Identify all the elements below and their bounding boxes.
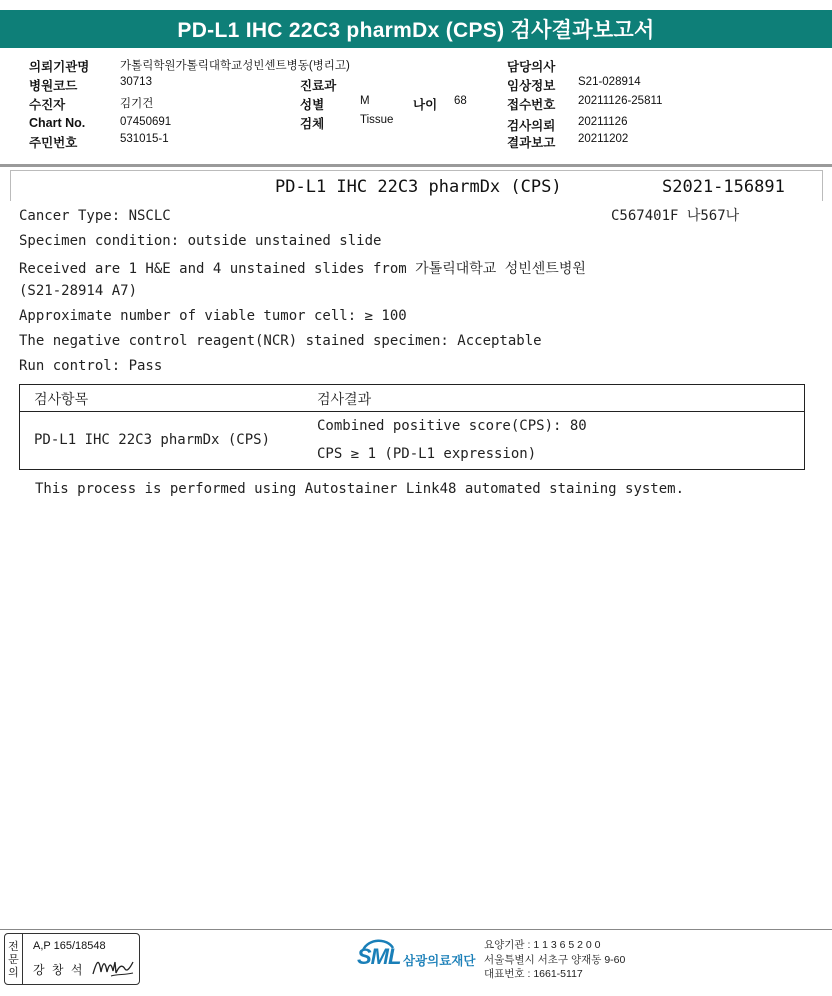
report-title: PD-L1 IHC 22C3 pharmDx (CPS) 검사결과보고서 <box>0 10 832 48</box>
patient-value: 김기건 <box>120 98 154 110</box>
result-table <box>19 384 805 470</box>
org-name: 삼광의료재단 <box>403 954 476 968</box>
id-value: 531015-1 <box>120 133 169 145</box>
signature-icon <box>91 954 135 980</box>
table-cell-item: PD-L1 IHC 22C3 pharmDx (CPS) <box>34 432 271 448</box>
institution-value: 가톨릭학원가톨릭대학교성빈센트병동(병리고) <box>120 60 350 72</box>
table-header-divider <box>20 411 804 412</box>
report-line: Approximate number of viable tumor cell: ≥ 100 <box>19 308 407 324</box>
stamp-side-char: 전 <box>8 939 19 953</box>
sml-logo-text: SML <box>357 944 401 969</box>
age-label: 나이 <box>413 98 438 112</box>
age-value: 68 <box>454 95 467 107</box>
stamp-side-label <box>5 934 23 984</box>
id-label: 주민번호 <box>29 136 78 150</box>
table-cell-result-1: Combined positive score(CPS): 80 <box>317 418 587 434</box>
report-number: S2021-156891 <box>662 177 785 197</box>
table-header-result: 검사결과 <box>317 392 372 408</box>
specimen-label: 검체 <box>300 117 325 131</box>
sex-value: M <box>360 95 370 107</box>
sample-code: C567401F 나567나 <box>611 208 740 224</box>
receipt-value: 20211126-25811 <box>578 95 663 107</box>
request-label: 검사의뢰 <box>507 119 556 133</box>
institution-label: 의뢰기관명 <box>29 60 90 74</box>
stamp-side-char: 의 <box>8 965 19 979</box>
org-code: 요양기관 : 1 1 3 6 5 2 0 0 <box>484 939 601 951</box>
chart-label: Chart No. <box>29 116 86 130</box>
receipt-label: 접수번호 <box>507 98 556 112</box>
table-header-item: 검사항목 <box>34 392 89 408</box>
department-label: 진료과 <box>300 79 337 93</box>
chart-value: 07450691 <box>120 116 172 128</box>
org-phone: 대표번호 : 1661-5117 <box>484 968 583 980</box>
footer-divider <box>0 929 832 930</box>
result-report-value: 20211202 <box>578 133 629 145</box>
clinical-info-value: S21-028914 <box>578 76 641 88</box>
test-title: PD-L1 IHC 22C3 pharmDx (CPS) <box>275 177 562 197</box>
table-cell-result-2: CPS ≥ 1 (PD-L1 expression) <box>317 446 537 462</box>
footnote: This process is performed using Autostainer Link48 automated staining system. <box>35 481 685 497</box>
request-value: 20211126 <box>578 116 628 128</box>
report-line: Specimen condition: outside unstained slide <box>19 233 382 249</box>
hospital-code-label: 병원코드 <box>29 79 78 93</box>
clinical-info-label: 임상정보 <box>507 79 556 93</box>
report-line: (S21-28914 A7) <box>19 283 138 299</box>
report-line: Cancer Type: NSCLC <box>19 208 171 224</box>
report-line: The negative control reagent(NCR) stained specimen: Acceptable <box>19 333 542 349</box>
stamp-name: 강 창 석 <box>33 963 85 977</box>
stamp-side-char: 문 <box>8 952 19 966</box>
attending-label: 담당의사 <box>507 60 556 74</box>
section-divider <box>0 164 832 167</box>
report-line: Received are 1 H&E and 4 unstained slides from 가톨릭대학교 성빈센트병원 <box>19 261 586 277</box>
specimen-value: Tissue <box>360 114 394 126</box>
result-report-label: 결과보고 <box>507 136 556 150</box>
org-address: 서울특별시 서초구 양재동 9-60 <box>484 953 626 966</box>
sex-label: 성별 <box>300 98 325 112</box>
patient-label: 수진자 <box>29 98 66 112</box>
specialist-stamp <box>4 933 140 985</box>
report-line: Run control: Pass <box>19 358 163 374</box>
stamp-license: A,P 165/18548 <box>33 940 106 952</box>
hospital-code-value: 30713 <box>120 76 152 88</box>
org-address-block <box>484 938 625 982</box>
